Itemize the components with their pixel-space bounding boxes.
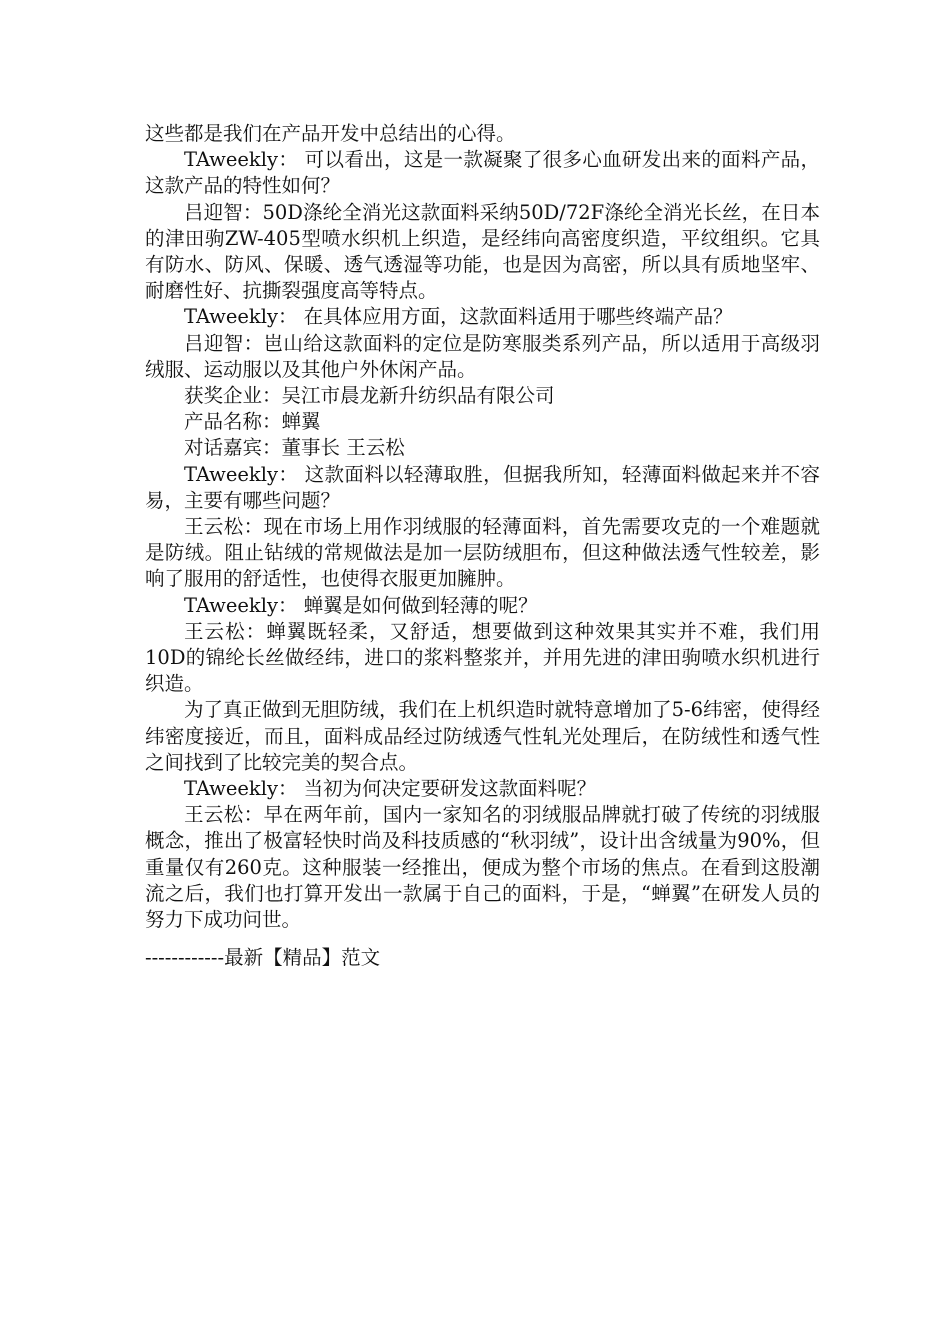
article-body	[145, 121, 820, 933]
paragraph-question: TAweekly： 可以看出，这是一款凝聚了很多心血研发出来的面料产品，这款产品的特性如何？	[145, 148, 820, 198]
paragraph-answer: 吕迎智：50D涤纶全消光这款面料采纳50D/72F涤纶全消光长丝，在日本的津田驹ZW-405型喷水织机上织造，是经纬向高密度织造，平纹组织。它具有防水、防风、保暖、透气透湿等功能，也是因为高密，所以具有质地坚牢、耐磨性好、抗撕裂强度高等特点。	[145, 200, 820, 303]
footer-tagline: ------------最新【精品】范文	[145, 946, 381, 969]
paragraph-question: TAweekly： 当初为何决定要研发这款面料呢？	[184, 777, 597, 801]
product-name: 产品名称：蝉翼	[184, 410, 321, 434]
paragraph-question: TAweekly： 这款面料以轻薄取胜，但据我所知，轻薄面料做起来并不容易，主要有哪些问题？	[145, 462, 820, 512]
paragraph-continuation: 这些都是我们在产品开发中总结出的心得。	[145, 122, 516, 145]
paragraph-answer: 吕迎智：岜山给这款面料的定位是防寒服类系列产品，所以适用于高级羽绒服、运动服以及其他户外休闲产品。	[145, 331, 820, 381]
guest-name: 对话嘉宾：董事长 王云松	[184, 436, 405, 460]
award-company: 获奖企业：吴江市晨龙新升纺织品有限公司	[184, 384, 555, 408]
paragraph-answer: 王云松：早在两年前，国内一家知名的羽绒服品牌就打破了传统的羽绒服概念，推出了极富轻快时尚及科技质感的“秋羽绒”，设计出含绒量为90%，但重量仅有260克。这种服装一经推出，便成为整个市场的焦点。在看到这股潮流之后，我们也打算开发出一款属于自己的面料，于是，“蝉翼”在研发人员的努力下成功问世。	[145, 803, 820, 932]
paragraph-answer: 王云松：蝉翼既轻柔，又舒适，想要做到这种效果其实并不难，我们用10D的锦纶长丝做经纬，进口的浆料整浆并，并用先进的津田驹喷水织机进行织造。	[145, 619, 820, 696]
paragraph-answer: 王云松：现在市场上用作羽绒服的轻薄面料，首先需要攻克的一个难题就是防绒。阻止钻绒的常规做法是加一层防绒胆布，但这种做法透气性较差，影响了服用的舒适性，也使得衣服更加臃肿。	[145, 515, 820, 591]
paragraph-question: TAweekly： 蝉翼是如何做到轻薄的呢？	[184, 593, 538, 617]
paragraph-answer: 为了真正做到无胆防绒，我们在上机织造时就特意增加了5-6纬密，使得经纬密度接近，而且，面料成品经过防绒透气性轧光处理后，在防绒性和透气性之间找到了比较完美的契合点。	[145, 698, 820, 774]
paragraph-question: TAweekly： 在具体应用方面，这款面料适用于哪些终端产品？	[184, 305, 733, 329]
